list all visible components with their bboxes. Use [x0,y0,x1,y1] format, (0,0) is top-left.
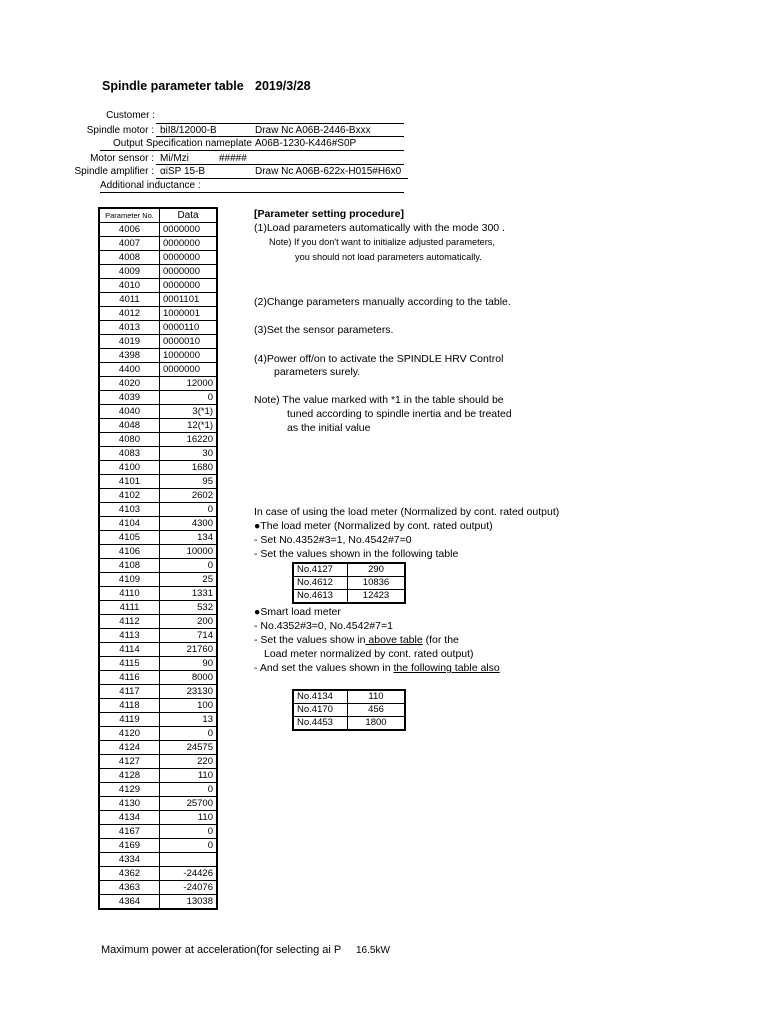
parameter-data-cell: 0000010 [160,335,218,349]
table-row [99,335,217,349]
parameter-no-cell: 4012 [99,307,160,321]
smart-line-4-underlined: the following table also [393,662,500,674]
parameter-data-cell: 3(*1) [160,405,218,419]
parameter-no-cell: 4080 [99,433,160,447]
parameter-no-cell: 4134 [99,811,160,825]
smart-line-4-text: - And set the values shown in [254,662,394,674]
parameter-data-cell: 0000000 [160,363,218,377]
motor-label: Spindle motor : [86,125,154,136]
parameter-data-cell: 10000 [160,545,218,559]
table-row [99,797,217,811]
table-row [99,629,217,643]
table-row [99,559,217,573]
table-row [99,643,217,657]
table-row [293,590,405,604]
parameter-table [98,207,218,910]
table-row [99,825,217,839]
parameter-data-cell: 100 [160,699,218,713]
smart-line-2-underlined: above table [365,634,423,646]
table-row [99,363,217,377]
table-row [99,447,217,461]
parameter-no-cell: 4105 [99,531,160,545]
table-row [99,615,217,629]
column-header-parameter-no: Parameter No. [99,208,160,223]
table-row [99,405,217,419]
table-row [99,307,217,321]
table-row [99,279,217,293]
table-row [99,237,217,251]
parameter-no-cell: 4104 [99,517,160,531]
parameter-no-cell: 4040 [99,405,160,419]
parameter-data-cell: 0 [160,839,218,853]
parameter-data-cell: 12000 [160,377,218,391]
parameter-no-cell: 4128 [99,769,160,783]
parameter-data-cell: 21760 [160,643,218,657]
parameter-no-cell: 4167 [99,825,160,839]
parameter-no-cell: 4117 [99,685,160,699]
parameter-no-cell: 4008 [99,251,160,265]
parameter-no-cell: 4010 [99,279,160,293]
parameter-key-cell: No.4612 [293,577,348,590]
sensor-extra: ##### [219,153,247,164]
divider [156,164,404,165]
parameter-data-cell: 4300 [160,517,218,531]
table-row [99,657,217,671]
table-row [99,783,217,797]
table-row [99,391,217,405]
smart-loadmeter-line-2 [254,634,459,646]
parameter-data-cell: 110 [160,811,218,825]
parameter-no-cell: 4120 [99,727,160,741]
smart-loadmeter-table [292,689,406,731]
divider [156,136,404,137]
parameter-no-cell: 4083 [99,447,160,461]
table-row [99,671,217,685]
parameter-no-cell: 4119 [99,713,160,727]
parameter-no-cell: 4110 [99,587,160,601]
parameter-data-cell: 200 [160,615,218,629]
parameter-data-cell: 1000000 [160,349,218,363]
table-row [99,727,217,741]
parameter-no-cell: 4113 [99,629,160,643]
parameter-key-cell: No.4613 [293,590,348,604]
parameter-data-cell: 23130 [160,685,218,699]
table-row [99,601,217,615]
parameter-no-cell: 4127 [99,755,160,769]
parameter-no-cell: 4111 [99,601,160,615]
parameter-no-cell: 4112 [99,615,160,629]
table-row [99,741,217,755]
divider [156,178,408,179]
table-row [99,293,217,307]
parameter-key-cell: No.4453 [293,717,348,731]
parameter-data-cell: 0 [160,783,218,797]
divider [100,192,404,193]
parameter-no-cell: 4130 [99,797,160,811]
loadmeter-bullet: ●The load meter (Normalized by cont. rated output) [254,520,493,532]
parameter-data-cell: 220 [160,755,218,769]
parameter-no-cell: 4106 [99,545,160,559]
sensor-value: Mi/Mzi [160,153,189,164]
parameter-value-cell: 290 [348,563,406,577]
smart-line-2-tail: (for the [422,634,459,646]
parameter-data-cell: 13038 [160,895,218,910]
parameter-data-cell: 24575 [160,741,218,755]
table-row [293,563,405,577]
parameter-data-cell: 16220 [160,433,218,447]
parameter-no-cell: 4103 [99,503,160,517]
divider [100,150,404,151]
procedure-step-1-note-cont: you should not load parameters automatically. [295,252,482,262]
sensor-label: Motor sensor : [90,153,154,164]
loadmeter-table [292,562,406,604]
procedure-step-1-note: Note) If you don't want to initialize adjusted parameters, [269,237,495,247]
parameter-value-cell: 1800 [348,717,406,731]
parameter-no-cell: 4039 [99,391,160,405]
table-row [99,433,217,447]
parameter-data-cell: 25700 [160,797,218,811]
parameter-data-cell: 0000000 [160,223,218,237]
parameter-key-cell: No.4134 [293,690,348,704]
procedure-step-4-cont: parameters surely. [274,366,361,378]
loadmeter-set-1: - Set No.4352#3=1, No.4542#7=0 [254,534,412,546]
procedure-heading: [Parameter setting procedure] [254,208,404,220]
parameter-no-cell: 4019 [99,335,160,349]
parameter-data-cell: 95 [160,475,218,489]
parameter-no-cell: 4009 [99,265,160,279]
procedure-note-cont: as the initial value [287,422,371,434]
parameter-no-cell: 4169 [99,839,160,853]
parameter-data-cell: 0 [160,559,218,573]
table-row [99,685,217,699]
parameter-no-cell: 4115 [99,657,160,671]
parameter-data-cell: 0 [160,503,218,517]
procedure-step-2: (2)Change parameters manually according to the table. [254,296,511,308]
parameter-no-cell: 4011 [99,293,160,307]
parameter-no-cell: 4334 [99,853,160,867]
parameter-no-cell: 4124 [99,741,160,755]
parameter-data-cell: 532 [160,601,218,615]
page-title: Spindle parameter table [102,79,244,93]
table-row [99,223,217,237]
amp-draw: Draw Nc A06B-622x-H015#H6x0 [255,166,402,177]
parameter-data-cell: 1680 [160,461,218,475]
parameter-no-cell: 4100 [99,461,160,475]
smart-loadmeter-line-4 [254,662,500,674]
max-power-value: 16.5kW [356,945,390,956]
parameter-data-cell: 13 [160,713,218,727]
procedure-step-4: (4)Power off/on to activate the SPINDLE HRV Control [254,353,504,365]
table-row [293,704,405,717]
parameter-no-cell: 4400 [99,363,160,377]
parameter-data-cell: -24426 [160,867,218,881]
table-row [293,717,405,731]
procedure-note: Note) The value marked with *1 in the table should be [254,394,504,406]
parameter-no-cell: 4363 [99,881,160,895]
table-row [99,839,217,853]
parameter-data-cell: 0000110 [160,321,218,335]
parameter-no-cell: 4118 [99,699,160,713]
table-row [99,545,217,559]
table-row [293,577,405,590]
parameter-value-cell: 12423 [348,590,406,604]
table-row [99,699,217,713]
max-power-label: Maximum power at acceleration(for selecting ai P [101,944,342,956]
table-row [99,573,217,587]
parameter-no-cell: 4006 [99,223,160,237]
parameter-data-cell: 0 [160,391,218,405]
smart-loadmeter-table-body [293,690,405,730]
table-row [99,377,217,391]
table-row [99,853,217,867]
table-row [99,713,217,727]
procedure-step-3: (3)Set the sensor parameters. [254,324,394,336]
parameter-data-cell: 134 [160,531,218,545]
parameter-value-cell: 110 [348,690,406,704]
divider [156,123,404,124]
table-row [99,475,217,489]
parameter-no-cell: 4020 [99,377,160,391]
parameter-no-cell: 4048 [99,419,160,433]
motor-value: biI8/12000-B [160,125,217,136]
parameter-data-cell: 8000 [160,671,218,685]
parameter-value-cell: 10836 [348,577,406,590]
table-row [99,881,217,895]
parameter-data-cell: 12(*1) [160,419,218,433]
parameter-data-cell: 110 [160,769,218,783]
amp-value: αiSP 15-B [160,166,206,177]
customer-label: Customer : [106,110,155,121]
nameplate-label: Output Specification nameplate [113,138,252,149]
smart-loadmeter-line-1: - No.4352#3=0, No.4542#7=1 [254,620,393,632]
table-row [99,867,217,881]
table-row [99,587,217,601]
parameter-no-cell: 4108 [99,559,160,573]
nameplate-value: A06B-1230-K446#S0P [255,138,357,149]
inductance-label: Additional inductance : [100,180,201,191]
smart-line-2-text: - Set the values show in [254,634,366,646]
table-row [99,517,217,531]
table-header-row [99,208,217,223]
parameter-data-cell: 0 [160,727,218,741]
parameter-key-cell: No.4170 [293,704,348,717]
parameter-no-cell: 4101 [99,475,160,489]
parameter-data-cell: 90 [160,657,218,671]
table-row [99,489,217,503]
loadmeter-table-body [293,563,405,603]
loadmeter-intro: In case of using the load meter (Normalized by cont. rated output) [254,506,560,518]
parameter-data-cell: 0000000 [160,237,218,251]
parameter-data-cell: 30 [160,447,218,461]
parameter-no-cell: 4398 [99,349,160,363]
procedure-note-cont: tuned according to spindle inertia and be treated [287,408,512,420]
parameter-data-cell: 0001101 [160,293,218,307]
parameter-no-cell: 4109 [99,573,160,587]
table-row [99,531,217,545]
parameter-data-cell: 0 [160,825,218,839]
table-row [99,755,217,769]
amp-label: Spindle amplifier : [74,166,154,177]
parameter-data-cell: 1331 [160,587,218,601]
table-row [99,251,217,265]
parameter-data-cell: -24076 [160,881,218,895]
procedure-step-1: (1)Load parameters automatically with the mode 300 . [254,222,505,234]
table-row [99,419,217,433]
parameter-key-cell: No.4127 [293,563,348,577]
parameter-no-cell: 4102 [99,489,160,503]
parameter-no-cell: 4364 [99,895,160,910]
parameter-no-cell: 4114 [99,643,160,657]
parameter-no-cell: 4129 [99,783,160,797]
parameter-no-cell: 4013 [99,321,160,335]
parameter-data-cell: 25 [160,573,218,587]
table-row [99,895,217,910]
parameter-no-cell: 4007 [99,237,160,251]
parameter-data-cell: 0000000 [160,251,218,265]
smart-loadmeter-heading: ●Smart load meter [254,606,341,618]
parameter-value-cell: 456 [348,704,406,717]
parameter-no-cell: 4116 [99,671,160,685]
column-header-data: Data [160,208,218,223]
parameter-no-cell: 4362 [99,867,160,881]
motor-draw: Draw Nc A06B-2446-Bxxx [255,125,371,136]
parameter-data-cell: 714 [160,629,218,643]
parameter-data-cell: 2602 [160,489,218,503]
date: 2019/3/28 [255,79,311,93]
table-row [99,349,217,363]
parameter-data-cell: 0000000 [160,279,218,293]
table-row [99,321,217,335]
parameter-data-cell [160,853,218,867]
parameter-data-cell: 1000001 [160,307,218,321]
table-row [99,461,217,475]
table-row [99,503,217,517]
loadmeter-set-2: - Set the values shown in the following table [254,548,459,560]
parameter-table-body [99,223,217,910]
table-row [99,811,217,825]
smart-loadmeter-line-3: Load meter normalized by cont. rated output) [264,648,474,660]
table-row [99,769,217,783]
table-row [293,690,405,704]
table-row [99,265,217,279]
parameter-data-cell: 0000000 [160,265,218,279]
